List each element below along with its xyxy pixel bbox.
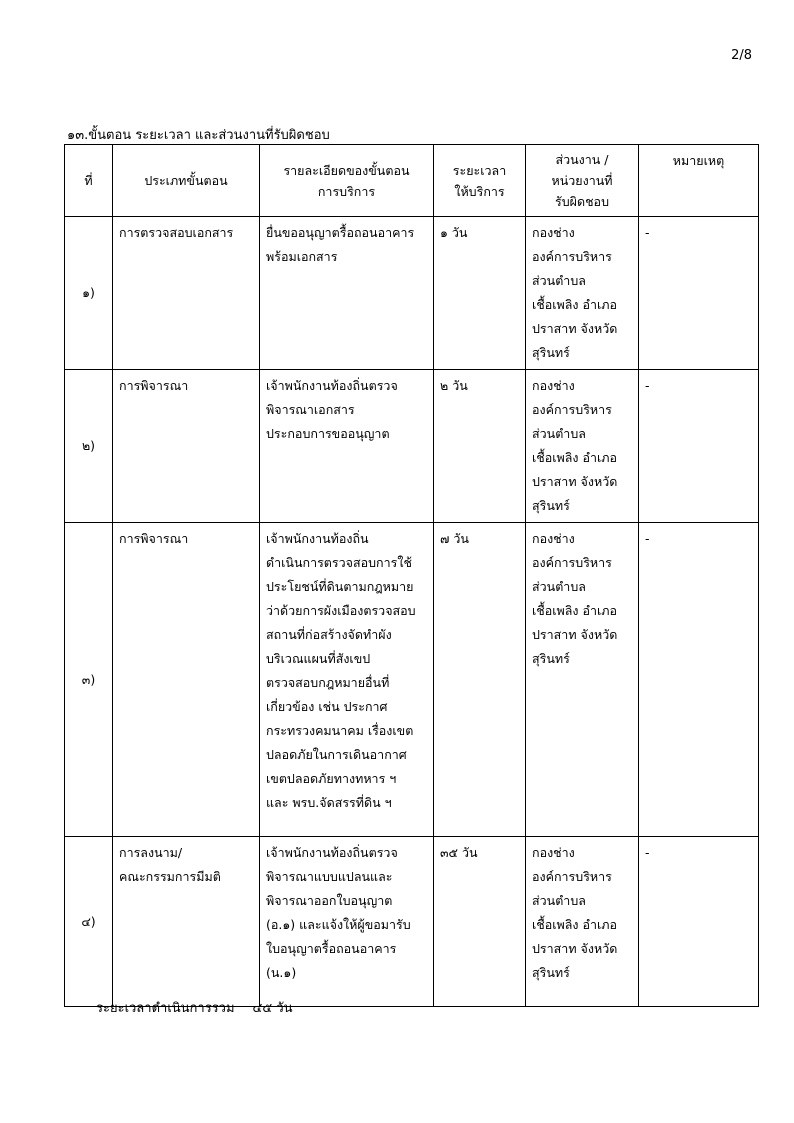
row-duration: ๓๕ วัน <box>434 837 526 1007</box>
row-details: ยื่นขออนุญาตรื้อถอนอาคาร พร้อมเอกสาร <box>260 217 434 370</box>
table-row <box>65 837 759 1007</box>
row-duration: ๑ วัน <box>434 217 526 370</box>
row-remark: - <box>639 217 759 370</box>
row-step-type: การตรวจสอบเอกสาร <box>113 217 260 370</box>
table-row <box>65 217 759 370</box>
total-duration <box>96 997 293 1018</box>
row-number: ๑) <box>65 217 113 370</box>
header-remark: หมายเหตุ <box>639 145 759 217</box>
row-remark: - <box>639 523 759 837</box>
table-header-row <box>65 145 759 217</box>
row-number: ๓) <box>65 523 113 837</box>
row-step-type: การลงนาม/ คณะกรรมการมีมติ <box>113 837 260 1007</box>
header-details: รายละเอียดของขั้นตอน การบริการ <box>260 145 434 217</box>
row-agency: กองช่าง องค์การบริหาร ส่วนตำบล เชื้อเพลิง อำเภอ ปราสาท จังหวัด สุรินทร์ <box>526 370 639 523</box>
page-number: 2/8 <box>731 48 752 63</box>
row-remark: - <box>639 837 759 1007</box>
row-step-type: การพิจารณา <box>113 370 260 523</box>
row-number: ๒) <box>65 370 113 523</box>
total-duration-label: ระยะเวลาดำเนินการรวม <box>96 1001 235 1016</box>
row-remark: - <box>639 370 759 523</box>
header-no: ที่ <box>65 145 113 217</box>
row-agency: กองช่าง องค์การบริหาร ส่วนตำบล เชื้อเพลิง อำเภอ ปราสาท จังหวัด สุรินทร์ <box>526 837 639 1007</box>
header-duration: ระยะเวลา ให้บริการ <box>434 145 526 217</box>
procedure-table <box>64 144 759 1007</box>
row-number: ๔) <box>65 837 113 1007</box>
row-details: เจ้าพนักงานท้องถิ่นตรวจ พิจารณาแบบแปลนและ พิจารณาออกใบอนุญาต (อ.๑) และแจ้งให้ผู้ขอมารับ ใบอนุญาตรื้อถอนอาคาร (น.๑) <box>260 837 434 1007</box>
row-agency: กองช่าง องค์การบริหาร ส่วนตำบล เชื้อเพลิง อำเภอ ปราสาท จังหวัด สุรินทร์ <box>526 217 639 370</box>
table-row <box>65 523 759 837</box>
row-agency: กองช่าง องค์การบริหาร ส่วนตำบล เชื้อเพลิง อำเภอ ปราสาท จังหวัด สุรินทร์ <box>526 523 639 837</box>
row-details: เจ้าพนักงานท้องถิ่นตรวจ พิจารณาเอกสาร ประกอบการขออนุญาต <box>260 370 434 523</box>
table-row <box>65 370 759 523</box>
header-agency: ส่วนงาน / หน่วยงานที่ รับผิดชอบ <box>526 145 639 217</box>
header-step-type: ประเภทขั้นตอน <box>113 145 260 217</box>
row-details: เจ้าพนักงานท้องถิ่น ดำเนินการตรวจสอบการใช้ ประโยชน์ที่ดินตามกฎหมาย ว่าด้วยการผังเมืองตรวจสอบ สถานที่ก่อสร้างจัดทำผัง บริเวณแผนที่สังเขป ตรวจสอบกฎหมายอื่นที่ เกี่ยวข้อง เช่น ประกาศ กระทรวงคมนาคม เรื่องเขต ปลอดภัยในการเดินอากาศ เขตปลอดภัยทางทหาร ฯ และ พรบ.จัดสรรที่ดิน ฯ <box>260 523 434 837</box>
total-duration-value: ๔๕ วัน <box>252 1001 293 1016</box>
row-step-type: การพิจารณา <box>113 523 260 837</box>
row-duration: ๒ วัน <box>434 370 526 523</box>
row-duration: ๗ วัน <box>434 523 526 837</box>
section-title: ๑๓.ขั้นตอน ระยะเวลา และส่วนงานที่รับผิดชอบ <box>67 128 330 143</box>
